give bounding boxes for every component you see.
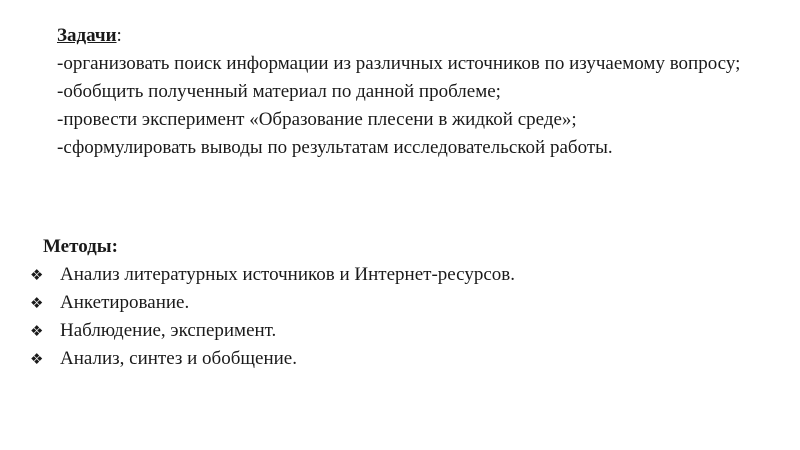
task-item: -организовать поиск информации из различных источников по изучаемому вопросу; — [57, 53, 741, 74]
methods-list-item — [30, 345, 730, 373]
task-item: -сформулировать выводы по результатам исследовательской работы. — [57, 137, 613, 158]
tasks-heading-colon: : — [116, 25, 122, 46]
methods-list-item — [30, 289, 730, 317]
diamond-bullet-icon: ❖ — [30, 294, 44, 312]
methods-section — [30, 233, 730, 373]
methods-item-label: Анализ литературных источников и Интернет-ресурсов. — [60, 264, 516, 285]
methods-item-label: Анализ, синтез и обобщение. — [60, 348, 297, 369]
diamond-bullet-icon: ❖ — [30, 322, 44, 340]
methods-item-label: Анкетирование. — [60, 292, 190, 313]
tasks-heading — [30, 22, 760, 50]
task-item: -обобщить полученный материал по данной проблеме; — [57, 81, 501, 102]
diamond-bullet-icon: ❖ — [30, 266, 44, 284]
tasks-heading-title: Задачи — [57, 25, 117, 46]
methods-list-item — [30, 317, 730, 345]
methods-heading: Методы: — [43, 236, 118, 257]
methods-list — [30, 261, 730, 373]
task-item: -провести эксперимент «Образование плесени в жидкой среде»; — [57, 109, 577, 130]
methods-list-item — [30, 261, 730, 289]
diamond-bullet-icon: ❖ — [30, 350, 44, 368]
methods-item-label: Наблюдение, эксперимент. — [60, 320, 277, 341]
tasks-section — [30, 22, 760, 162]
